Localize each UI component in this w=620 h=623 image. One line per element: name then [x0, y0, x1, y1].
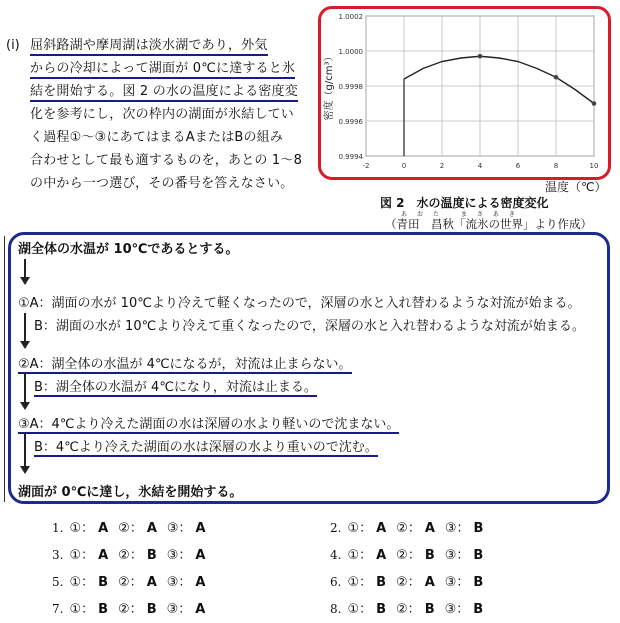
- option-choice: A: [195, 548, 206, 563]
- flow-end: 湖面が 0℃に達し，氷結を開始する。: [18, 485, 243, 500]
- option-step-label: ②：: [396, 548, 421, 563]
- answer-option: [330, 517, 493, 536]
- option-step-label: ③：: [444, 548, 470, 563]
- step1-b: B：湖面の水が 10℃より冷えて重くなったので，深層の水と入れ替わるような対流が始まる。: [34, 319, 585, 334]
- arrow-line: [24, 313, 26, 343]
- frame-left-line: [4, 236, 5, 502]
- option-choice: A: [195, 521, 206, 536]
- option-step-label: ③：: [444, 602, 470, 617]
- y-tick-label: 0.9996: [338, 118, 363, 126]
- step3-a: ③A：4℃より冷えた湖面の水は深層の水より軽いので沈まない。: [18, 413, 399, 434]
- option-step-label: ③：: [166, 548, 192, 563]
- question-line-1: 屈斜路湖や摩周湖は淡水湖であり，外気: [30, 38, 268, 56]
- arrow-down-icon: [20, 402, 30, 410]
- answer-option: [52, 544, 215, 563]
- arrow-line: [24, 259, 26, 279]
- option-number: 1.: [52, 521, 64, 535]
- option-choice: A: [424, 521, 435, 536]
- figure-source: （青田 昌秋「流氷の世界」より作成）: [385, 217, 592, 231]
- option-number: 8.: [330, 602, 342, 616]
- question-number: (ⅰ): [6, 38, 20, 53]
- option-step-label: ③：: [166, 521, 192, 536]
- x-tick-label: 0: [401, 162, 407, 170]
- answer-option: [52, 517, 216, 536]
- option-choice: B: [376, 575, 387, 590]
- option-step-label: ③：: [166, 602, 192, 617]
- arrow-line: [24, 434, 26, 468]
- option-number: 4.: [330, 548, 342, 562]
- option-choice: B: [473, 521, 484, 536]
- option-step-label: ②：: [396, 575, 421, 590]
- chart-highlight-frame: [318, 6, 611, 180]
- x-tick-label: 4: [477, 162, 483, 170]
- option-choice: A: [146, 575, 157, 590]
- step3-b: B：4℃より冷えた湖面の水は深層の水より重いので沈む。: [34, 436, 378, 457]
- option-step-label: ①：: [69, 548, 95, 563]
- option-step-label: ②：: [118, 575, 143, 590]
- option-step-label: ①：: [347, 548, 373, 563]
- flow-start: 湖全体の水温が 10℃であるとする。: [18, 242, 239, 257]
- option-number: 2.: [330, 521, 342, 535]
- step1-a: ①A：湖面の水が 10℃より冷えて軽くなったので，深層の水と入れ替わるような対流が始まる。: [18, 296, 581, 311]
- question-line-6: 合わせとして最も適するものを，あとの 1～8: [30, 153, 303, 168]
- answer-option: [330, 571, 493, 590]
- option-choice: B: [424, 602, 435, 617]
- question-line-2: からの冷却によって湖面が 0℃に達すると氷: [30, 61, 295, 79]
- y-tick-label: 1.0002: [338, 13, 363, 21]
- option-choice: A: [376, 521, 387, 536]
- option-choice: B: [473, 548, 484, 563]
- source-ruby: あおた まさあき: [401, 211, 525, 218]
- option-choice: B: [146, 548, 157, 563]
- option-step-label: ①：: [347, 521, 373, 536]
- answer-option: [330, 598, 493, 617]
- option-choice: A: [195, 575, 206, 590]
- option-choice: B: [473, 602, 484, 617]
- question-line-7: の中から一つ選び，その番号を答えなさい。: [30, 176, 294, 191]
- option-number: 3.: [52, 548, 64, 562]
- x-tick-label: -2: [362, 162, 370, 170]
- figure-caption: 図 2 水の温度による密度変化: [380, 196, 549, 210]
- option-number: 5.: [52, 575, 64, 589]
- y-tick-label: 1.0000: [338, 48, 363, 56]
- option-step-label: ③：: [166, 575, 192, 590]
- question-line-3: 結を開始する。図 2 の水の温度による密度変: [30, 84, 298, 102]
- option-choice: A: [424, 575, 435, 590]
- answer-option: [52, 571, 215, 590]
- option-step-label: ①：: [347, 575, 373, 590]
- option-step-label: ②：: [118, 521, 143, 536]
- question-line-5: く過程①～③にあてはまるAまたはBの組み: [30, 130, 284, 145]
- option-number: 6.: [330, 575, 342, 589]
- x-tick-label: 10: [589, 162, 599, 170]
- arrow-down-icon: [20, 341, 30, 349]
- arrow-line: [24, 374, 26, 404]
- option-choice: A: [146, 521, 157, 536]
- option-choice: B: [473, 575, 484, 590]
- option-choice: A: [376, 548, 387, 563]
- option-choice: B: [98, 602, 109, 617]
- option-step-label: ②：: [396, 521, 421, 536]
- option-step-label: ①：: [69, 575, 95, 590]
- option-step-label: ①：: [69, 521, 95, 536]
- option-step-label: ③：: [444, 521, 470, 536]
- answer-option: [330, 544, 493, 563]
- y-tick-label: 0.9994: [338, 153, 363, 161]
- option-choice: B: [146, 602, 157, 617]
- y-axis-label: 密度（g/cm³）: [324, 51, 335, 121]
- option-number: 7.: [52, 602, 64, 616]
- option-choice: B: [98, 575, 109, 590]
- step2-a: ②A：湖全体の水温が 4℃になるが，対流は止まらない。: [18, 353, 352, 374]
- option-step-label: ①：: [69, 602, 95, 617]
- answer-option: [52, 598, 215, 617]
- option-step-label: ③：: [444, 575, 470, 590]
- y-tick-label: 0.9998: [338, 83, 363, 91]
- x-tick-label: 6: [515, 162, 521, 170]
- option-step-label: ①：: [347, 602, 373, 617]
- option-choice: A: [195, 602, 206, 617]
- chart-x-unit: 温度（℃）: [545, 180, 607, 194]
- x-tick-label: 8: [553, 162, 559, 170]
- option-step-label: ②：: [118, 548, 143, 563]
- option-step-label: ②：: [396, 602, 421, 617]
- question-line-4: 化を参考にし，次の枠内の湖面が氷結してい: [30, 107, 295, 122]
- step2-b: B：湖全体の水温が 4℃になり，対流は止まる。: [34, 376, 317, 397]
- option-choice: A: [98, 521, 109, 536]
- option-choice: A: [98, 548, 109, 563]
- option-choice: B: [424, 548, 435, 563]
- arrow-down-icon: [20, 466, 30, 474]
- x-tick-label: 2: [439, 162, 445, 170]
- option-choice: B: [376, 602, 387, 617]
- arrow-down-icon: [20, 277, 30, 285]
- option-step-label: ②：: [118, 602, 143, 617]
- question-text: [30, 34, 302, 195]
